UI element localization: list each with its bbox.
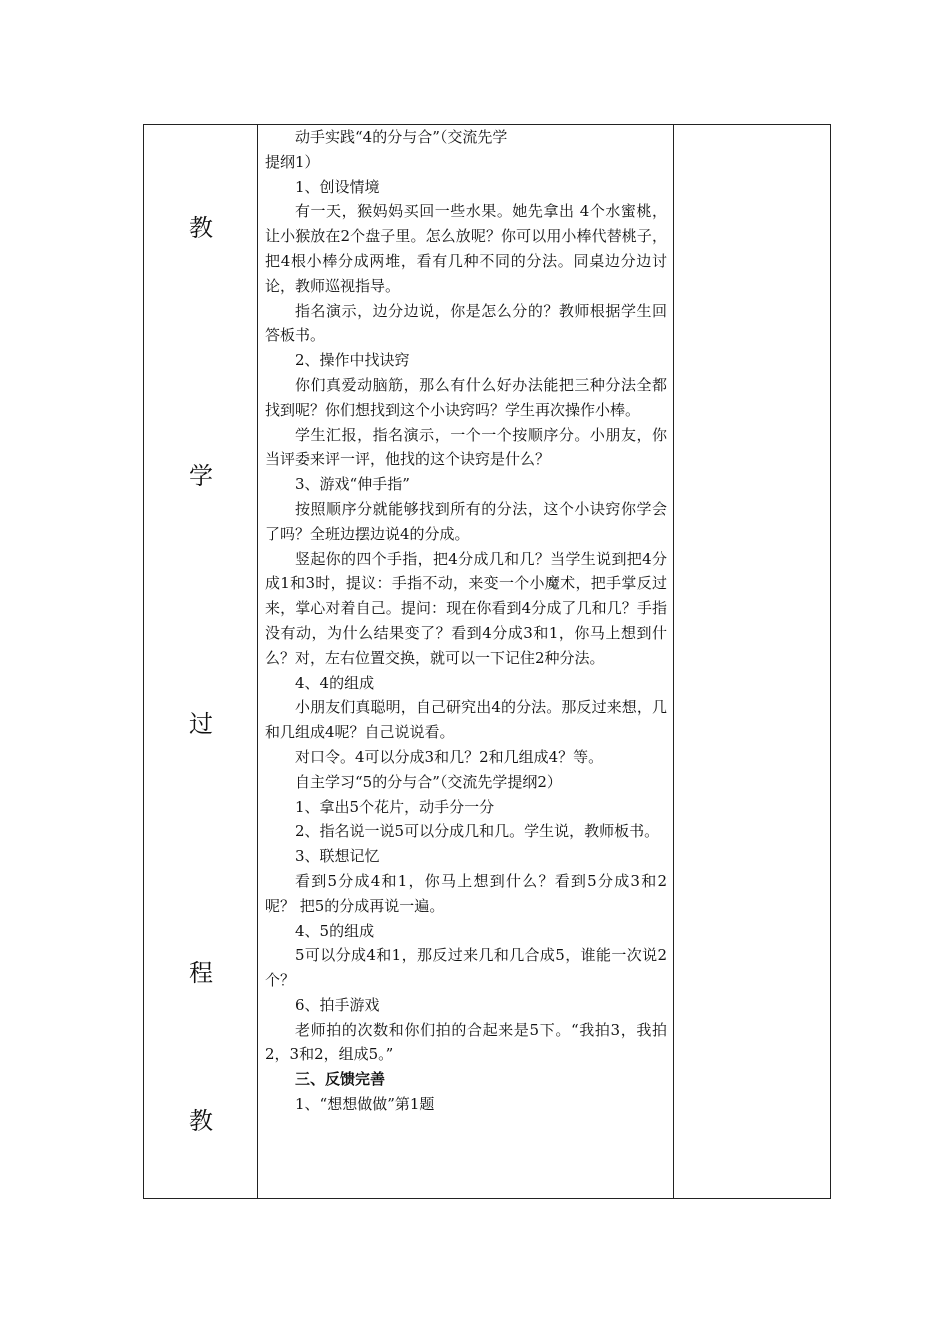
- paragraph: 竖起你的四个手指，把4分成几和几？当学生说到把4分成1和3时，提议：手指不动，来变一个小魔术，把手掌反过来，掌心对着自己。提问：现在你看到4分成了几和几？手指没有动，为什么结果变了？看到4分成3和1，你马上想到什么？对，左右位置交换，就可以一下记住2种分法。: [265, 549, 667, 667]
- side-label-2: 学: [189, 462, 213, 490]
- paragraph: 1、拿出5个花片，动手分一分: [295, 797, 495, 816]
- paragraph: 提纲1）: [265, 152, 320, 171]
- paragraph: 动手实践“4的分与合”（交流先学: [295, 128, 508, 146]
- paragraph: 3、联想记忆: [295, 847, 380, 866]
- paragraph: 2、指名说一说5可以分成几和几。学生说，教师板书。: [295, 822, 660, 841]
- paragraph: 对口令。4可以分成3和几？2和几组成4？等。: [295, 747, 604, 766]
- paragraph: 学生汇报，指名演示，一个一个按顺序分。小朋友，你当评委来评一评，他找的这个诀窍是什么？: [265, 425, 667, 469]
- side-label-1: 教: [189, 214, 213, 242]
- lesson-table: [143, 124, 831, 1199]
- paragraph: 有一天，猴妈妈买回一些水果。她先拿出 4个水蜜桃，让小猴放在2个盘子里。怎么放呢？你可以用小棒代替桃子，把4根小棒分成两堆，看有几种不同的分法。同桌边分边讨论，教师巡视指导。: [265, 202, 667, 295]
- left-label-column: [144, 125, 258, 1198]
- paragraph: 1、“想想做做”第1题: [295, 1095, 435, 1114]
- paragraph: 4、5的组成: [295, 921, 375, 940]
- paragraph: 指名演示，边分边说，你是怎么分的？教师根据学生回答板书。: [265, 301, 667, 345]
- paragraph: 按照顺序分就能够找到所有的分法，这个小诀窍你学会了吗？全班边摆边说4的分成。: [265, 499, 667, 543]
- paragraph: 看到5分成4和1，你马上想到什么？看到5分成3和2呢？ 把5的分成再说一遍。: [265, 871, 667, 915]
- side-label-4: 程: [189, 959, 213, 987]
- paragraph: 2、操作中找诀窍: [295, 351, 410, 370]
- paragraph: 你们真爱动脑筋，那么有什么好办法能把三种分法全都找到呢？你们想找到这个小诀窍吗？学生再次操作小棒。: [265, 375, 667, 419]
- paragraph: 自主学习“5的分与合”（交流先学提纲2）: [295, 772, 562, 791]
- paragraph: 3、游戏“伸手指”: [295, 475, 410, 494]
- notes-column: [673, 125, 831, 1198]
- paragraph: 1、创设情境: [295, 177, 380, 196]
- paragraph: 小朋友们真聪明，自己研究出4的分法。那反过来想，几和几组成4呢？自己说说看。: [265, 698, 667, 742]
- lesson-content: [258, 125, 673, 1117]
- paragraph: 4、4的组成: [295, 673, 375, 692]
- paragraph: 6、拍手游戏: [295, 995, 380, 1014]
- paragraph: 5可以分成4和1，那反过来几和几合成5，谁能一次说2个？: [265, 946, 667, 990]
- paragraph: 老师拍的次数和你们拍的合起来是5下。“我拍3，我拍2，3和2，组成5。”: [265, 1020, 667, 1064]
- side-label-5: 教: [189, 1107, 213, 1135]
- paragraph: 三、反馈完善: [295, 1070, 386, 1089]
- side-label-3: 过: [189, 710, 213, 738]
